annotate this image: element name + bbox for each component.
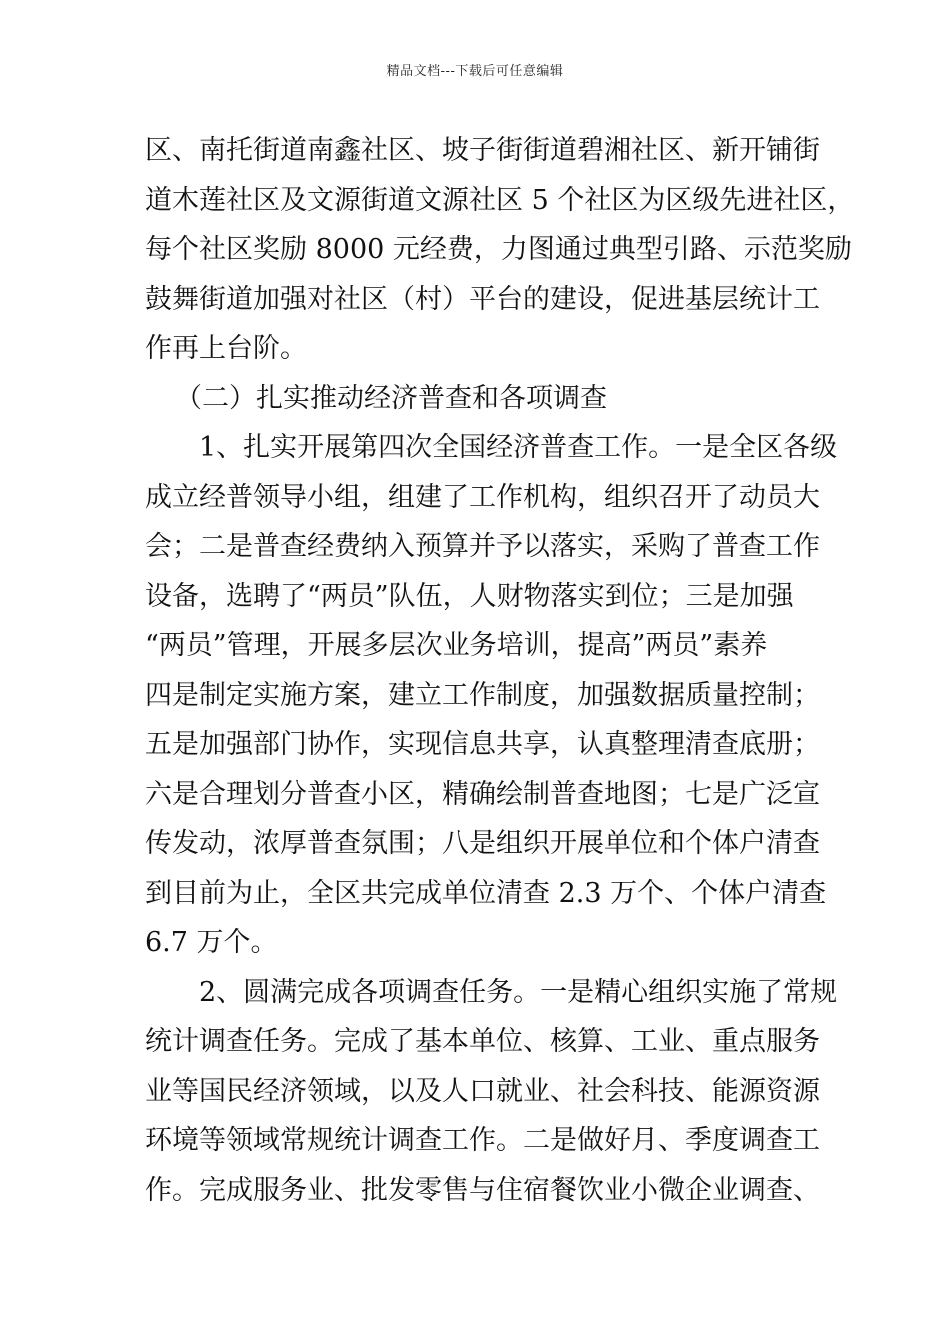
- document-body: [145, 126, 855, 1215]
- text-line: 6.7 万个。: [145, 927, 278, 958]
- text-line: 业等国民经济领域，以及人口就业、社会科技、能源资源: [145, 1075, 820, 1107]
- text-line: 作。完成服务业、批发零售与住宿餐饮业小微企业调查、: [145, 1174, 820, 1206]
- text-line: 到目前为止，全区共完成单位清查 2.3 万个、个体户清查: [145, 877, 827, 909]
- text-line: 六是合理划分普查小区，精确绘制普查地图；七是广泛宣: [145, 778, 820, 810]
- paragraph-start: 1、扎实开展第四次全国经济普查工作。一是全区各级: [199, 432, 838, 463]
- text-line: “两员”管理，开展多层次业务培训，提高”两员”素养: [145, 630, 768, 661]
- text-line: 环境等领域常规统计调查工作。二是做好月、季度调查工: [145, 1125, 820, 1156]
- text-line: 会；二是普查经费纳入预算并予以落实，采购了普查工作: [145, 531, 820, 562]
- text-line: 五是加强部门协作，实现信息共享，认真整理清查底册；: [145, 729, 820, 760]
- paragraph-start: 2、圆满完成各项调查任务。一是精心组织实施了常规: [199, 976, 838, 1008]
- section-heading: （二）扎实推动经济普查和各项调查: [175, 382, 607, 414]
- text-line: 四是制定实施方案，建立工作制度，加强数据质量控制；: [145, 679, 820, 711]
- page-header: 精品文档---下载后可任意编辑: [386, 64, 564, 79]
- text-line: 每个社区奖励 8000 元经费，力图通过典型引路、示范奖励: [145, 234, 852, 265]
- text-line: 鼓舞街道加强对社区（村）平台的建设，促进基层统计工: [145, 283, 820, 315]
- text-line: 区、南托街道南鑫社区、坡子街街道碧湘社区、新开铺街: [145, 135, 820, 166]
- text-line: 成立经普领导小组，组建了工作机构，组织召开了动员大: [145, 481, 820, 513]
- text-line: 统计调查任务。完成了基本单位、核算、工业、重点服务: [145, 1026, 820, 1057]
- text-line: 设备，选聘了“两员”队伍，人财物落实到位；三是加强: [145, 580, 794, 612]
- text-line: 作再上台阶。: [145, 333, 307, 364]
- text-line: 道木莲社区及文源街道文源社区 5 个社区为区级先进社区，: [145, 184, 855, 216]
- text-line: 传发动，浓厚普查氛围；八是组织开展单位和个体户清查: [145, 828, 820, 859]
